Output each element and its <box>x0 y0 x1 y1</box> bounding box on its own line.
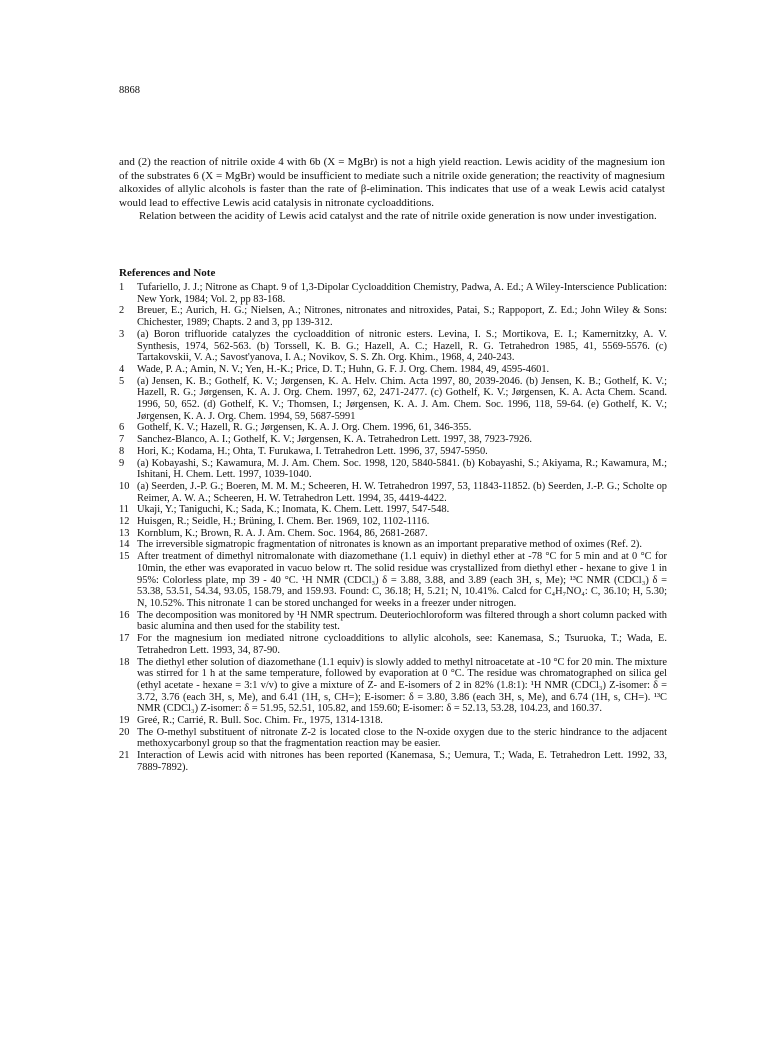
reference-item <box>119 633 667 656</box>
reference-item <box>119 657 667 716</box>
reference-item <box>119 376 667 423</box>
reference-item <box>119 364 667 376</box>
reference-item <box>119 434 667 446</box>
reference-text: Tufariello, J. J.; Nitrone as Chapt. 9 of 1,3-Dipolar Cycloaddition Chemistry, Padwa, A. Ed.; A Wiley-Interscience Publication: New York, 1984; Vol. 2, pp 83-168. <box>137 282 667 305</box>
reference-number: 18 <box>119 656 130 668</box>
reference-item <box>119 329 667 364</box>
reference-text: Huisgen, R.; Seidle, H.; Brüning, I. Chem. Ber. 1969, 102, 1102-1116. <box>137 516 430 528</box>
reference-number: 6 <box>119 422 125 434</box>
reference-text: Sanchez-Blanco, A. I.; Gothelf, K. V.; Jørgensen, K. A. Tetrahedron Lett. 1997, 38, 7923-7926. <box>137 434 533 446</box>
reference-text: For the magnesium ion mediated nitrone cycloadditions to allylic alcohols, see: Kanemasa, S.; Tsuruoka, T.; Wada, E. Tetrahedron Lett. 1993, 34, 87-90. <box>137 633 667 656</box>
reference-number: 20 <box>119 726 130 738</box>
reference-number: 9 <box>119 457 125 469</box>
reference-number: 11 <box>119 504 130 516</box>
reference-text: Breuer, E.; Aurich, H. G.; Nielsen, A.; Nitrones, nitronates and nitroxides, Patai, S.; Rappoport, Z. Ed.; John Wiley & Sons: Chichester, 1989; Chapts. 2 and 3, pp 139-312. <box>137 305 667 329</box>
reference-number: 17 <box>119 633 130 645</box>
reference-text: (a) Seerden, J.-P. G.; Boeren, M. M. M.; Scheeren, H. W. Tetrahedron 1997, 53, 11843-11852. (b) Seerden, J.-P. G.; Scholte op Reimer, A. W. A.; Scheeren, H. W. Tetrahedron Lett. 1994, 35, 4419-4422. <box>137 480 667 504</box>
reference-text: The diethyl ether solution of diazomethane (1.1 equiv) is slowly added to methyl nitroacetate at -10 °C for 20 min. The mixture was stirred for 1 h at the same temperature, followed by evaporation at 0 °C. The residue was chromatographed on silica gel (ethyl acetate - hexane = 3:1 v/v) to give a mixture of Z- and E-isomers of 2 in 82% (1.8:1): ¹H NMR (CDCl₃) Z-isomer: δ = 3.72, 3.76 (each 3H, s, Me), and 6.41 (1H, s, CH=); E-isomer: δ = 3.80, 3.86 (each 3H, s, Me), and 6.74 (1H, s, CH=). ¹³C NMR (CDCl₃) Z-isomer: δ = 51.95, 52.51, 105.82, and 159.60; E-isomer: δ = 52.13, 53.28, 104.23, and 160.37. <box>137 656 667 715</box>
reference-item <box>119 446 667 458</box>
reference-number: 19 <box>119 715 130 727</box>
reference-number: 16 <box>119 609 130 621</box>
reference-text: Ukaji, Y.; Taniguchi, K.; Sada, K.; Inomata, K. Chem. Lett. 1997, 547-548. <box>137 504 450 516</box>
reference-text: (a) Boron trifluoride catalyzes the cycloaddition of nitronic esters. Levina, I. S.; Mortikova, E. I.; Kamernitzky, A. V. Synthesis, 1974, 562-563. (b) Torssell, K. B. G.; Hazell, A. C.; Hazell, R. G. Tetrahedron 1985, 41, 5569-5576. (c) Tartakovskii, V. A.; Savost'yanova, I. A.; Novikov, S. S. Zh. Org. Khim., 1968, 4, 240-243. <box>137 328 667 364</box>
reference-text: (a) Jensen, K. B.; Gothelf, K. V.; Jørgensen, K. A. Helv. Chim. Acta 1997, 80, 2039-2046. (b) Jensen, K. B.; Gothelf, K. V.; Hazell, R. G.; Jørgensen, K. A. J. Org. Chem. 1997, 62, 2471-2477. (c) Gothelf, K. V.; Jørgensen, K. A. Acta Chem. Scand. 1996, 50, 652. (d) Gothelf, K. V.; Thomsen, I.; Jørgensen, K. A. J. Am. Chem. Soc. 1996, 118, 59-64. (e) Gothelf, K. V.; Jørgensen, K. A. J. Org. Chem. 1994, 59, 5687-5991 <box>137 375 667 422</box>
reference-item <box>119 282 667 305</box>
body-paragraph: Relation between the acidity of Lewis acid catalyst and the rate of nitrile oxide generation is now under investigation. <box>139 210 657 223</box>
reference-text: The irreversible sigmatropic fragmentation of nitronates is known as an important preparative method of oximes (Ref. 2). <box>137 539 642 551</box>
references-list <box>119 282 667 774</box>
reference-item <box>119 422 667 434</box>
reference-number: 15 <box>119 551 130 563</box>
reference-text: The decomposition was monitored by ¹H NMR spectrum. Deuteriochloroform was filtered through a short column packed with basic alumina and then used for the stability test. <box>137 609 667 633</box>
reference-text: After treatment of dimethyl nitromalonate with diazomethane (1.1 equiv) in diethyl ether at -78 °C for 5 min and at 0 °C for 10min, the ether was evaporated in vacuo below rt. The solid residue was crystallized from diethyl ether - hexane to give 1 in 95%: Colorless plate, mp 39 - 40 °C. ¹H NMR (CDCl₃) δ = 3.88, 3.88, and 3.89 (each 3H, s, Me); ¹³C NMR (CDCl₃) δ = 53.38, 53.51, 54.34, 93.05, 158.79, and 159.93. Found: C, 36.18; H, 5.21; N, 10.41%. Calcd for C₄H₇NO₄: C, 36.10; H, 5.30; N, 10.52%. This nitronate 1 can be stored unchanged for weeks in a freezer under nitrogen. <box>137 551 667 609</box>
reference-item <box>119 481 667 504</box>
reference-text: Greé, R.; Carrié, R. Bull. Soc. Chim. Fr., 1975, 1314-1318. <box>137 715 383 727</box>
reference-text: (a) Kobayashi, S.; Kawamura, M. J. Am. Chem. Soc. 1998, 120, 5840-5841. (b) Kobayashi, S.; Akiyama, R.; Kawamura, M.; Ishitani, H. Chem. Lett. 1997, 1039-1040. <box>137 457 667 481</box>
reference-text: Gothelf, K. V.; Hazell, R. G.; Jørgensen, K. A. J. Org. Chem. 1996, 61, 346-355. <box>137 422 472 434</box>
reference-item <box>119 458 667 481</box>
references-heading: References and Note <box>119 267 216 279</box>
reference-item <box>119 610 667 633</box>
reference-number: 4 <box>119 363 125 375</box>
reference-text: The O-methyl substituent of nitronate Z-2 is located close to the N-oxide oxygen due to the steric hindrance to the adjacent methoxycarbonyl group so that the fragmentation reaction may be easier. <box>137 726 667 750</box>
reference-number: 10 <box>119 480 130 492</box>
reference-number: 14 <box>119 539 130 551</box>
page-number: 8868 <box>119 85 140 96</box>
reference-item <box>119 727 667 750</box>
body-paragraph: and (2) the reaction of nitrile oxide 4 with 6b (X = MgBr) is not a high yield reaction. Lewis acidity of the magnesium ion of the substrates 6 (X = MgBr) would be insufficient to mediate such a nitrile oxide generation; the reactivity of magnesium alkoxides of allylic alcohols is faster than the rate of β-elimination. This indicates that use of a weak Lewis acid catalyst would lead to effective Lewis acid catalysis in nitronate cycloadditions. <box>119 156 665 209</box>
reference-text: Hori, K.; Kodama, H.; Ohta, T. Furukawa, I. Tetrahedron Lett. 1996, 37, 5947-5950. <box>137 445 488 457</box>
reference-text: Kornblum, K.; Brown, R. A. J. Am. Chem. Soc. 1964, 86, 2681-2687. <box>137 527 428 539</box>
body-text <box>119 156 665 224</box>
reference-number: 1 <box>119 282 125 293</box>
reference-item <box>119 539 667 551</box>
reference-item <box>119 528 667 540</box>
reference-number: 13 <box>119 527 130 539</box>
reference-item <box>119 715 667 727</box>
reference-item <box>119 551 667 610</box>
reference-item <box>119 305 667 328</box>
reference-number: 8 <box>119 445 125 457</box>
reference-item <box>119 504 667 516</box>
reference-text: Wade, P. A.; Amin, N. V.; Yen, H.-K.; Price, D. T.; Huhn, G. F. J. Org. Chem. 1984, 49, 4595-4601. <box>137 363 550 375</box>
reference-number: 5 <box>119 375 125 387</box>
reference-number: 21 <box>119 750 130 762</box>
reference-item <box>119 750 667 773</box>
reference-number: 12 <box>119 516 130 528</box>
reference-text: Interaction of Lewis acid with nitrones has been reported (Kanemasa, S.; Uemura, T.; Wada, E. Tetrahedron Lett. 1992, 33, 7889-7892). <box>137 750 667 773</box>
reference-item <box>119 516 667 528</box>
reference-number: 2 <box>119 305 125 317</box>
reference-number: 3 <box>119 328 125 340</box>
reference-number: 7 <box>119 434 125 446</box>
